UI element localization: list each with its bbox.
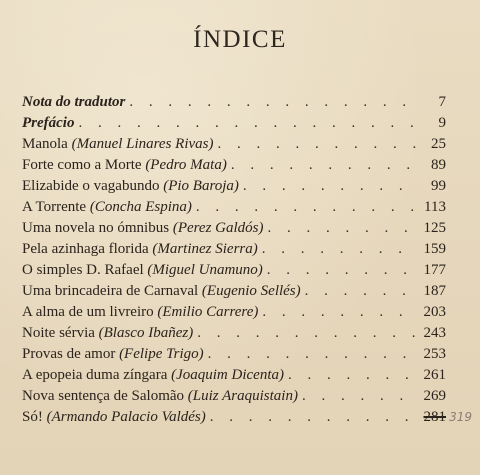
entry-author: (Perez Galdós) xyxy=(172,220,264,236)
entry-author: (Felipe Trigo) xyxy=(119,346,204,362)
dot-leader xyxy=(267,260,416,281)
dot-leader xyxy=(210,407,416,428)
toc-entry xyxy=(22,260,446,281)
toc-entry xyxy=(22,134,446,155)
dot-leader xyxy=(262,239,416,260)
page-number: 187 xyxy=(423,283,446,299)
dot-leader xyxy=(218,134,417,155)
page-number: 177 xyxy=(423,262,446,278)
entry-title: A Torrente xyxy=(22,199,87,215)
entry-author: (Luiz Araquistain) xyxy=(187,388,298,404)
entry-title: Pela azinhaga florida xyxy=(22,241,149,257)
dot-leader xyxy=(197,323,416,344)
entry-author: (Armando Palacio Valdés) xyxy=(46,409,206,425)
dot-leader xyxy=(262,302,416,323)
entry-author: (Manuel Linares Rivas) xyxy=(71,136,214,152)
entry-title: A epopeia duma zíngara xyxy=(22,367,168,383)
entry-title: Uma brincadeira de Carnaval xyxy=(22,283,199,299)
page-number: 281 xyxy=(423,409,446,425)
entry-title: A alma de um livreiro xyxy=(22,304,154,320)
page-number: 99 xyxy=(431,178,446,194)
toc-entry xyxy=(22,302,446,323)
entry-title: Só! xyxy=(22,409,43,425)
entry-title: O simples D. Rafael xyxy=(22,262,144,278)
toc-entry xyxy=(22,197,446,218)
entry-title: Nova sentença de Salomão xyxy=(22,388,185,404)
entry-title: Prefácio xyxy=(22,115,75,131)
table-of-contents xyxy=(22,92,472,428)
dot-leader xyxy=(231,155,416,176)
page-number: 125 xyxy=(423,220,446,236)
dot-leader xyxy=(288,365,416,386)
entry-title: Noite sérvia xyxy=(22,325,95,341)
page-number: 9 xyxy=(438,115,446,131)
page-number: 269 xyxy=(423,388,446,404)
toc-entry xyxy=(22,281,446,302)
entry-title: Manola xyxy=(22,136,68,152)
dot-leader xyxy=(243,176,416,197)
dot-leader xyxy=(302,386,416,407)
entry-author: (Eugenio Sellés) xyxy=(201,283,301,299)
entry-title: Elizabide o vagabundo xyxy=(22,178,160,194)
entry-author: (Martinez Sierra) xyxy=(152,241,258,257)
toc-entry xyxy=(22,239,446,260)
page-number: 203 xyxy=(423,304,446,320)
dot-leader xyxy=(305,281,416,302)
entry-author: (Blasco Ibañez) xyxy=(98,325,194,341)
dot-leader xyxy=(268,218,416,239)
dot-leader xyxy=(129,92,416,113)
toc-entry xyxy=(22,323,446,344)
page-number: 113 xyxy=(424,199,446,215)
dot-leader xyxy=(208,344,416,365)
page-number: 25 xyxy=(431,136,446,152)
entry-author: (Joaquim Dicenta) xyxy=(171,367,284,383)
entry-author: (Pio Baroja) xyxy=(163,178,239,194)
page-number: 159 xyxy=(423,241,446,257)
entry-author: (Pedro Mata) xyxy=(145,157,227,173)
page-number: 253 xyxy=(423,346,446,362)
entry-author: (Concha Espina) xyxy=(89,199,192,215)
toc-entry xyxy=(22,176,446,197)
page-number: 89 xyxy=(431,157,446,173)
toc-entry xyxy=(22,344,446,365)
toc-entry xyxy=(22,113,446,134)
page-number: 7 xyxy=(438,94,446,110)
entry-author: (Emilio Carrere) xyxy=(157,304,259,320)
toc-entry xyxy=(22,386,446,407)
dot-leader xyxy=(78,113,416,134)
page-number: 261 xyxy=(423,367,446,383)
toc-entry xyxy=(22,218,446,239)
entry-title: Forte como a Morte xyxy=(22,157,142,173)
handwritten-page-correction: 319 xyxy=(449,410,472,424)
toc-entry xyxy=(22,407,472,428)
page-title: ÍNDICE xyxy=(193,26,287,53)
toc-entry xyxy=(22,92,446,113)
entry-title: Provas de amor xyxy=(22,346,116,362)
toc-entry xyxy=(22,365,446,386)
entry-title: Nota do tradutor xyxy=(22,94,126,110)
dot-leader xyxy=(196,197,416,218)
toc-entry xyxy=(22,155,446,176)
entry-author: (Miguel Unamuno) xyxy=(147,262,263,278)
page-number: 243 xyxy=(423,325,446,341)
entry-title: Uma novela no ómnibus xyxy=(22,220,170,236)
